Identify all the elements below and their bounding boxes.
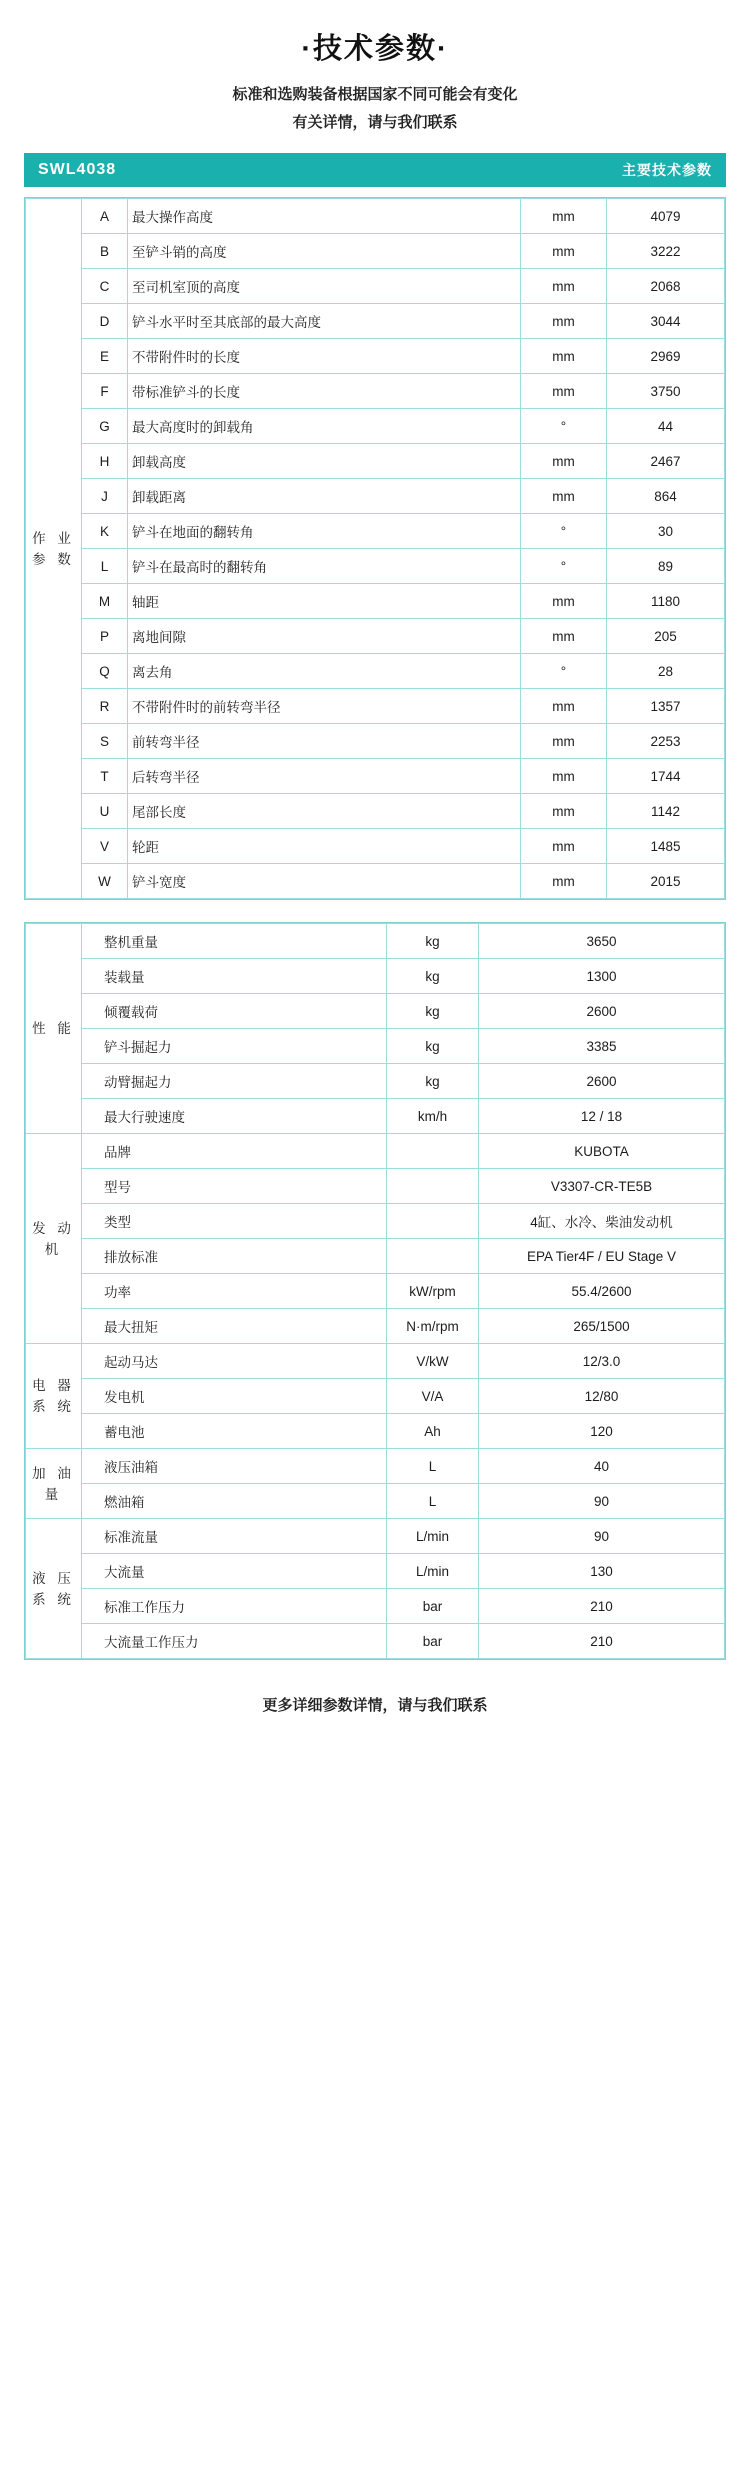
row-value: 2969 [607, 339, 725, 374]
row-unit: ° [521, 654, 607, 689]
table-row [26, 1239, 725, 1274]
table-row [26, 1064, 725, 1099]
row-name: 整机重量 [82, 924, 387, 959]
table-row [26, 724, 725, 759]
row-value: 2600 [479, 994, 725, 1029]
row-value: 864 [607, 479, 725, 514]
row-unit: mm [521, 724, 607, 759]
table-row [26, 1484, 725, 1519]
row-group-label: 加 油 量 [26, 1449, 82, 1519]
row-unit: kW/rpm [387, 1274, 479, 1309]
table-row [26, 1204, 725, 1239]
table-row [26, 1624, 725, 1659]
row-value: 1180 [607, 584, 725, 619]
row-code: R [82, 689, 128, 724]
row-name: 蓄电池 [82, 1414, 387, 1449]
row-value: 1357 [607, 689, 725, 724]
table-row [26, 199, 725, 234]
row-value: 4缸、水冷、柴油发动机 [479, 1204, 725, 1239]
row-unit: mm [521, 584, 607, 619]
row-unit: kg [387, 1029, 479, 1064]
row-unit: mm [521, 619, 607, 654]
table-row [26, 924, 725, 959]
row-value: EPA Tier4F / EU Stage V [479, 1239, 725, 1274]
row-code: B [82, 234, 128, 269]
page-subtitle-line1: 标准和选购装备根据国家不同可能会有变化 [232, 86, 518, 103]
row-unit: kg [387, 1064, 479, 1099]
table-row [26, 1449, 725, 1484]
row-unit [387, 1239, 479, 1274]
row-name: 卸载高度 [128, 444, 521, 479]
row-unit: mm [521, 304, 607, 339]
page-title: ·技术参数· [301, 33, 449, 65]
row-code: S [82, 724, 128, 759]
model-banner [24, 153, 726, 187]
row-unit: mm [521, 864, 607, 899]
table-row [26, 994, 725, 1029]
page-footer: 更多详细参数详情，请与我们联系 [262, 1697, 488, 1714]
machine-spec-table-wrap [24, 922, 726, 1660]
row-name: 燃油箱 [82, 1484, 387, 1519]
row-unit: L/min [387, 1554, 479, 1589]
row-value: 44 [607, 409, 725, 444]
row-name: 至铲斗销的高度 [128, 234, 521, 269]
row-value: 12/3.0 [479, 1344, 725, 1379]
row-value: KUBOTA [479, 1134, 725, 1169]
row-value: 1744 [607, 759, 725, 794]
table-row [26, 409, 725, 444]
row-name: 后转弯半径 [128, 759, 521, 794]
table-row [26, 1414, 725, 1449]
row-unit [387, 1169, 479, 1204]
table-row [26, 794, 725, 829]
row-code: V [82, 829, 128, 864]
row-code: P [82, 619, 128, 654]
table-row [26, 269, 725, 304]
row-unit: L [387, 1449, 479, 1484]
row-value: 130 [479, 1554, 725, 1589]
row-name: 动臂掘起力 [82, 1064, 387, 1099]
row-value: 3044 [607, 304, 725, 339]
row-value: 205 [607, 619, 725, 654]
row-value: 2015 [607, 864, 725, 899]
row-unit: mm [521, 339, 607, 374]
table-row [26, 1134, 725, 1169]
row-unit: ° [521, 409, 607, 444]
table-gap [24, 900, 726, 912]
row-code: E [82, 339, 128, 374]
row-unit: mm [521, 444, 607, 479]
table-row [26, 689, 725, 724]
row-name: 铲斗掘起力 [82, 1029, 387, 1064]
row-unit: mm [521, 199, 607, 234]
row-code: L [82, 549, 128, 584]
row-name: 标准工作压力 [82, 1589, 387, 1624]
row-unit: ° [521, 514, 607, 549]
row-unit: kg [387, 994, 479, 1029]
row-name: 铲斗在地面的翻转角 [128, 514, 521, 549]
row-unit: mm [521, 269, 607, 304]
row-unit: V/kW [387, 1344, 479, 1379]
row-name: 离地间隙 [128, 619, 521, 654]
row-value: 40 [479, 1449, 725, 1484]
table-row [26, 1029, 725, 1064]
row-name: 标准流量 [82, 1519, 387, 1554]
table-row [26, 1344, 725, 1379]
row-name: 装载量 [82, 959, 387, 994]
row-name: 排放标准 [82, 1239, 387, 1274]
row-code: K [82, 514, 128, 549]
row-unit: kg [387, 959, 479, 994]
row-code: T [82, 759, 128, 794]
table-row [26, 1099, 725, 1134]
row-name: 带标准铲斗的长度 [128, 374, 521, 409]
row-code: U [82, 794, 128, 829]
machine-spec-table [25, 923, 725, 1659]
row-unit: ° [521, 549, 607, 584]
row-code: C [82, 269, 128, 304]
table-row [26, 479, 725, 514]
row-name: 不带附件时的前转弯半径 [128, 689, 521, 724]
row-value: 3222 [607, 234, 725, 269]
model-banner-label: 主要技术参数 [622, 162, 712, 178]
row-value: 90 [479, 1484, 725, 1519]
row-name: 最大行驶速度 [82, 1099, 387, 1134]
table-row [26, 444, 725, 479]
working-parameters-table-wrap [24, 197, 726, 900]
row-value: 1485 [607, 829, 725, 864]
row-value: 265/1500 [479, 1309, 725, 1344]
row-name: 类型 [82, 1204, 387, 1239]
row-unit: L [387, 1484, 479, 1519]
row-code: Q [82, 654, 128, 689]
table-row [26, 864, 725, 899]
row-group-label: 电 器 系 统 [26, 1344, 82, 1449]
row-value: 210 [479, 1589, 725, 1624]
row-name: 起动马达 [82, 1344, 387, 1379]
row-name: 离去角 [128, 654, 521, 689]
row-unit [387, 1134, 479, 1169]
row-unit: bar [387, 1589, 479, 1624]
row-value: 28 [607, 654, 725, 689]
table-row [26, 234, 725, 269]
table-row [26, 654, 725, 689]
table-row [26, 584, 725, 619]
row-value: 120 [479, 1414, 725, 1449]
row-unit: mm [521, 234, 607, 269]
row-value: V3307-CR-TE5B [479, 1169, 725, 1204]
row-unit: km/h [387, 1099, 479, 1134]
row-value: 12 / 18 [479, 1099, 725, 1134]
row-value: 1300 [479, 959, 725, 994]
row-value: 30 [607, 514, 725, 549]
row-value: 1142 [607, 794, 725, 829]
row-group-label: 作 业 参 数 [26, 199, 82, 899]
table-row [26, 1519, 725, 1554]
row-name: 前转弯半径 [128, 724, 521, 759]
row-code: F [82, 374, 128, 409]
page-subtitle-line2: 有关详情，请与我们联系 [292, 114, 458, 131]
row-name: 至司机室顶的高度 [128, 269, 521, 304]
table-row [26, 829, 725, 864]
row-name: 发电机 [82, 1379, 387, 1414]
row-name: 轮距 [128, 829, 521, 864]
row-unit: mm [521, 689, 607, 724]
table-row [26, 759, 725, 794]
row-value: 90 [479, 1519, 725, 1554]
row-value: 2253 [607, 724, 725, 759]
row-code: M [82, 584, 128, 619]
row-name: 尾部长度 [128, 794, 521, 829]
working-parameters-table [25, 198, 725, 899]
row-unit: kg [387, 924, 479, 959]
table-row [26, 1274, 725, 1309]
row-unit [387, 1204, 479, 1239]
row-group-label: 性 能 [26, 924, 82, 1134]
table-row [26, 339, 725, 374]
row-name: 大流量工作压力 [82, 1624, 387, 1659]
row-name: 轴距 [128, 584, 521, 619]
row-name: 品牌 [82, 1134, 387, 1169]
row-code: H [82, 444, 128, 479]
row-value: 12/80 [479, 1379, 725, 1414]
row-name: 最大高度时的卸载角 [128, 409, 521, 444]
row-group-label: 液 压 系 统 [26, 1519, 82, 1659]
row-name: 倾覆载荷 [82, 994, 387, 1029]
row-unit: N·m/rpm [387, 1309, 479, 1344]
table-row [26, 514, 725, 549]
row-value: 4079 [607, 199, 725, 234]
model-name: SWL4038 [38, 161, 117, 178]
row-unit: mm [521, 829, 607, 864]
table-row [26, 619, 725, 654]
row-unit: mm [521, 479, 607, 514]
row-unit: L/min [387, 1519, 479, 1554]
table-row [26, 1554, 725, 1589]
table-row [26, 1309, 725, 1344]
row-value: 210 [479, 1624, 725, 1659]
row-group-label: 发 动 机 [26, 1134, 82, 1344]
table-row [26, 1169, 725, 1204]
row-value: 3650 [479, 924, 725, 959]
row-unit: mm [521, 374, 607, 409]
row-value: 55.4/2600 [479, 1274, 725, 1309]
table-row [26, 1379, 725, 1414]
row-name: 不带附件时的长度 [128, 339, 521, 374]
row-unit: bar [387, 1624, 479, 1659]
table-row [26, 549, 725, 584]
table-row [26, 1589, 725, 1624]
table-row [26, 304, 725, 339]
row-name: 大流量 [82, 1554, 387, 1589]
row-name: 最大扭矩 [82, 1309, 387, 1344]
row-code: G [82, 409, 128, 444]
row-value: 3385 [479, 1029, 725, 1064]
row-code: W [82, 864, 128, 899]
row-code: J [82, 479, 128, 514]
row-unit: mm [521, 759, 607, 794]
row-name: 铲斗水平时至其底部的最大高度 [128, 304, 521, 339]
row-value: 2467 [607, 444, 725, 479]
row-unit: V/A [387, 1379, 479, 1414]
row-code: D [82, 304, 128, 339]
row-name: 铲斗宽度 [128, 864, 521, 899]
row-name: 型号 [82, 1169, 387, 1204]
row-name: 最大操作高度 [128, 199, 521, 234]
row-name: 功率 [82, 1274, 387, 1309]
row-value: 3750 [607, 374, 725, 409]
row-value: 2068 [607, 269, 725, 304]
row-name: 铲斗在最高时的翻转角 [128, 549, 521, 584]
row-unit: Ah [387, 1414, 479, 1449]
row-value: 89 [607, 549, 725, 584]
row-name: 液压油箱 [82, 1449, 387, 1484]
row-code: A [82, 199, 128, 234]
row-name: 卸载距离 [128, 479, 521, 514]
table-row [26, 374, 725, 409]
row-unit: mm [521, 794, 607, 829]
row-value: 2600 [479, 1064, 725, 1099]
table-row [26, 959, 725, 994]
